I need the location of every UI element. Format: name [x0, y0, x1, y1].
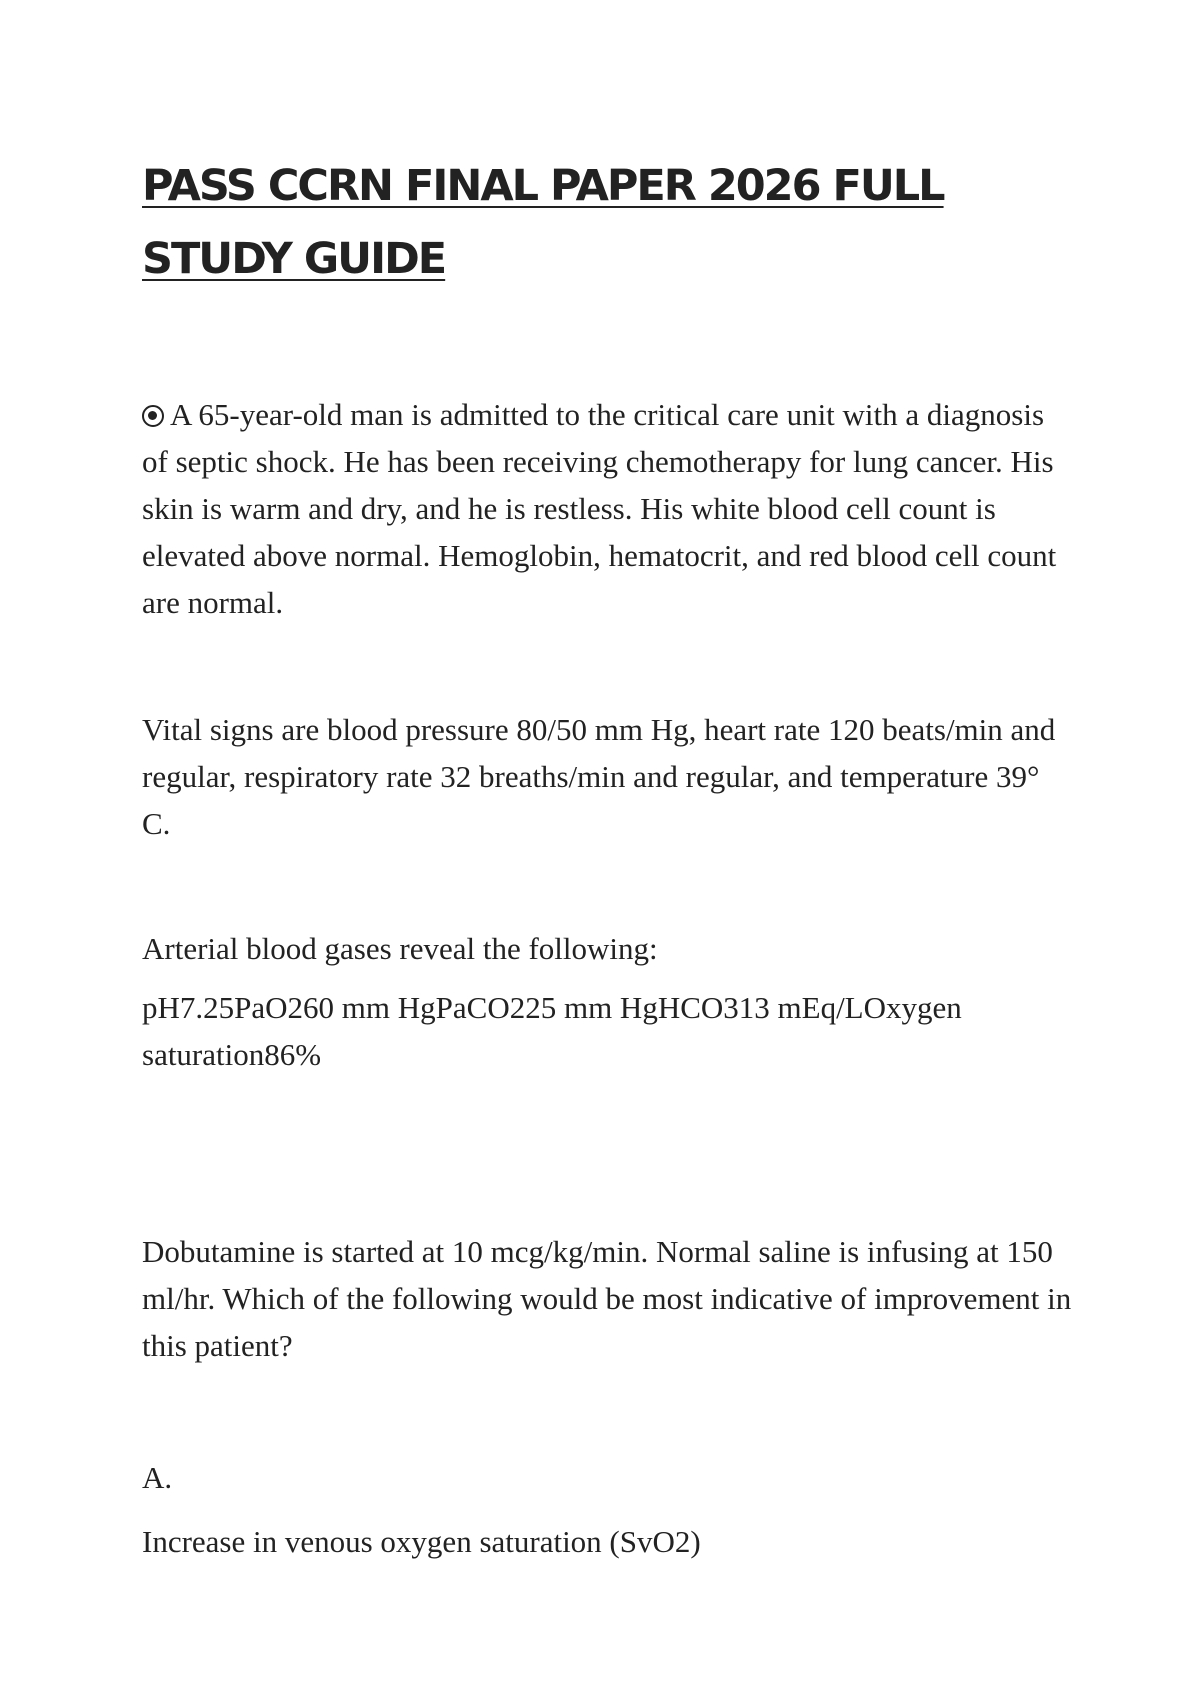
document-page [142, 150, 1072, 1565]
abg-heading: Arterial blood gases reveal the following: [142, 931, 658, 966]
document-title: PASS CCRN FINAL PAPER 2026 FULL STUDY GUIDE [142, 161, 944, 284]
option-letter: A. [142, 1460, 173, 1495]
abg-values: pH7.25PaO260 mm HgPaCO225 mm HgHCO313 mEq/LOxygen saturation86% [142, 990, 962, 1072]
question-intro [142, 391, 1072, 626]
option-text: Increase in venous oxygen saturation (SvO2) [142, 1524, 701, 1559]
treatment-question: Dobutamine is started at 10 mcg/kg/min. Normal saline is infusing at 150 ml/hr. Which of the following would be most indicative of improvement in this patient? [142, 1234, 1072, 1363]
radio-bullet-icon [142, 405, 164, 427]
question-intro-text: A 65-year-old man is admitted to the critical care unit with a diagnosis of septic shock. He has been receiving chemotherapy for lung cancer. His skin is warm and dry, and he is restless. His white blood cell count is elevated above normal. Hemoglobin, hematocrit, and red blood cell count are normal. [142, 397, 1057, 620]
vital-signs-paragraph: Vital signs are blood pressure 80/50 mm Hg, heart rate 120 beats/min and regular, respiratory rate 32 breaths/min and regular, and temperature 39° C. [142, 712, 1056, 841]
